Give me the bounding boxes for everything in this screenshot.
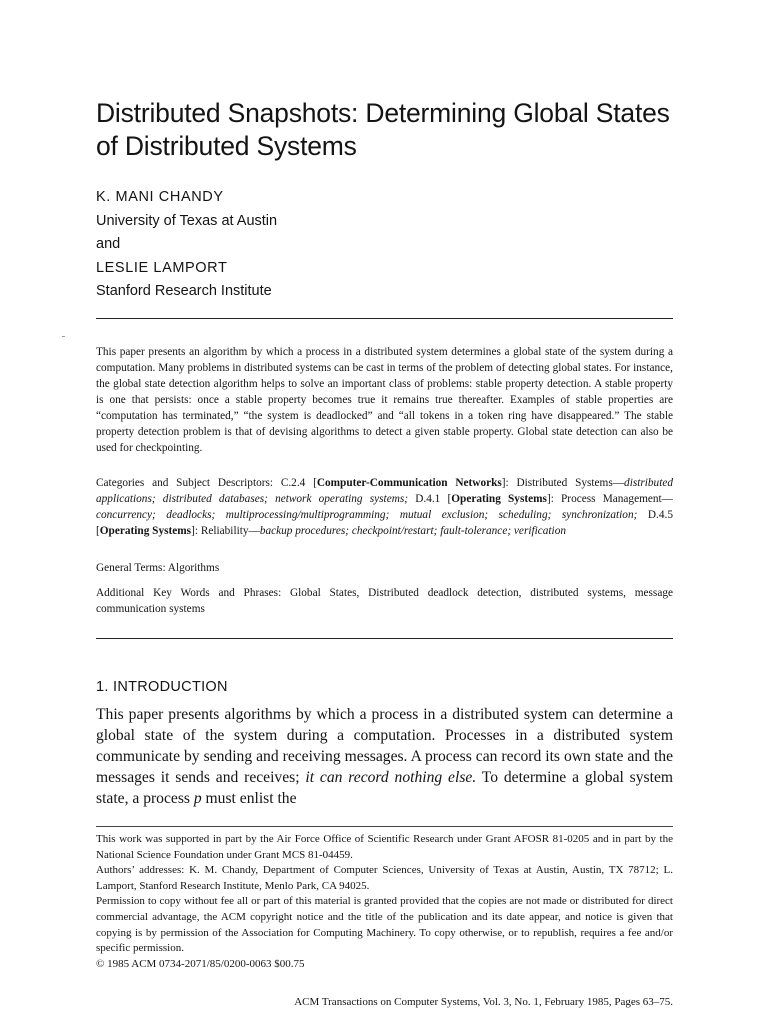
author-block [96,186,277,304]
key-words [96,585,673,617]
categories-text-2: ]: Distributed Systems— [501,477,625,489]
section-heading: 1. INTRODUCTION [96,679,228,695]
author-1-affiliation: University of Texas at Austin [96,212,278,229]
categories-italic-2: concurrency; deadlocks; multiprocessing/multiprogramming; mutual exclusion; scheduling; synchronization; [96,509,638,521]
categories-bold-1: Computer-Communication Networks [316,477,502,489]
footnote-support: This work was supported in part by the Air Force Office of Scientific Research under Grant AFOSR 81-0205 and in part by the National Science Foundation under Grant MCS 81-04459. [96,833,673,861]
intro-text-2: To determine a global system state, a process [96,769,673,807]
footnote-permission: Permission to copy without fee all or part of this material is granted provided that the copies are not made or distributed for direct commercial advantage, the ACM copyright notice and the title of the publication and its date appear, and notice is given that copying is by permission of the Association for Computing Machinery. To copy otherwise, or to republish, requires a fee and/or specific permission. [96,895,673,955]
abstract [96,344,673,456]
categories-italic-3: backup procedures; checkpoint/restart; fault-tolerance; verification [259,525,566,537]
categories-text-1: Categories and Subject Descriptors: C.2.4 [ [96,477,317,489]
author-conjunction: and [96,236,121,252]
footnote-divider [96,826,673,827]
margin-mark [62,336,65,337]
top-divider [96,318,673,319]
paper-title: Distributed Snapshots: Determining Global States of Distributed Systems [96,98,670,161]
author-1-name: K. MANI CHANDY [96,189,224,205]
intro-text-3: must enlist the [201,790,297,807]
journal-footer: ACM Transactions on Computer Systems, Vol. 3, No. 1, February 1985, Pages 63–75. [294,996,673,1008]
categories-text-6: ]: Reliability— [191,525,260,537]
key-words-text: Additional Key Words and Phrases: Global States, Distributed deadlock detection, distributed systems, message communication systems [96,587,673,615]
categories-bold-3: Operating Systems [99,525,192,537]
categories-text-5: D.4.5 [ [96,509,673,537]
intro-text-1: This paper presents algorithms by which a process in a distributed system can determine a global state of the system during a computation. Processes in a distributed system communicate by sending and receiving messages. A process can record its own state and the messages it sends and receives; [96,706,673,786]
categories-descriptors [96,475,673,539]
author-2-affiliation: Stanford Research Institute [96,283,272,299]
general-terms [96,560,673,576]
abstract-text: This paper presents an algorithm by which a process in a distributed system determines a global state of the system during a computation. Many problems in distributed systems can be cast in terms of the problem of detecting global states. For instance, the global state detection algorithm helps to solve an important class of problems: stable property detection. A stable property is one that persists: once a stable property becomes true it remains true thereafter. Examples of stable properties are “computation has terminated,” “the system is deadlocked” and “all tokens in a token ring have disappeared.” The stable property detection problem is that of devising algorithms to detect a given stable property. Global state detection can also be used for checkpointing. [96,346,673,454]
categories-italic-1: distributed applications; distributed databases; network operating systems; [96,477,674,505]
middle-divider [96,638,673,639]
author-2-name: LESLIE LAMPORT [96,259,228,276]
introduction-body [96,704,673,809]
footnote-copyright: © 1985 ACM 0734-2071/85/0200-0063 $00.75 [96,957,305,970]
intro-italic-1: it can record nothing else. [305,769,477,786]
general-terms-text: General Terms: Algorithms [96,562,220,574]
footnote-addresses: Authors’ addresses: K. M. Chandy, Department of Computer Sciences, University of Texas at Austin, Austin, TX 78712; L. Lamport, Stanford Research Institute, Menlo Park, CA 94025. [96,864,673,892]
intro-italic-2: p [193,790,202,807]
categories-text-4: ]: Process Management— [546,493,673,505]
categories-text-3: D.4.1 [ [408,493,452,505]
categories-bold-2: Operating Systems [451,493,547,505]
footnotes [96,832,673,972]
